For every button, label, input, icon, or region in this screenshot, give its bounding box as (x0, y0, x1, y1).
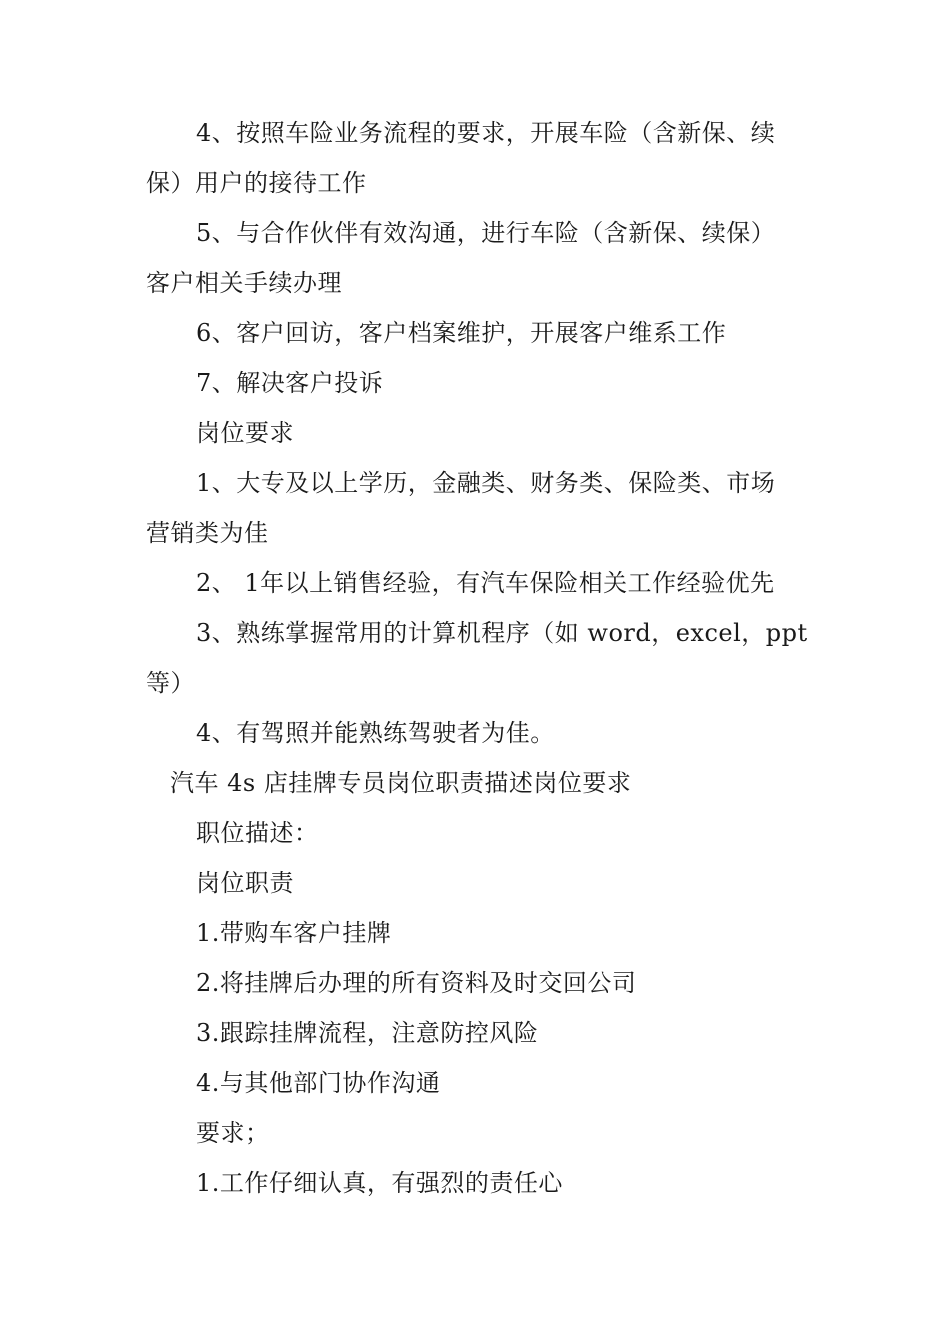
paragraph-line: 1、大专及以上学历，金融类、财务类、保险类、市场 (196, 469, 776, 497)
paragraph-line: 6、客户回访，客户档案维护，开展客户维系工作 (196, 319, 727, 347)
paragraph-line: 1.工作仔细认真，有强烈的责任心 (196, 1169, 563, 1197)
paragraph-line: 2.将挂牌后办理的所有资料及时交回公司 (196, 969, 637, 997)
paragraph-line: 营销类为佳 (146, 519, 269, 547)
paragraph-line: 3、熟练掌握常用的计算机程序（如 word，excel，ppt (196, 619, 808, 647)
subheading: 职位描述： (196, 819, 319, 847)
paragraph-line: 客户相关手续办理 (146, 269, 342, 297)
paragraph-line: 等） (146, 669, 195, 697)
paragraph-line: 5、与合作伙伴有效沟通，进行车险（含新保、续保） (196, 219, 776, 247)
paragraph-line: 3.跟踪挂牌流程，注意防控风险 (196, 1019, 539, 1047)
paragraph-line: 7、解决客户投诉 (196, 369, 384, 397)
paragraph-line: 1.带购车客户挂牌 (196, 919, 392, 947)
subheading: 岗位职责 (196, 869, 294, 897)
paragraph-line: 4、有驾照并能熟练驾驶者为佳。 (196, 719, 555, 747)
section-title: 汽车 4s 店挂牌专员岗位职责描述岗位要求 (170, 769, 632, 797)
subheading: 岗位要求 (196, 419, 294, 447)
paragraph-line: 4、按照车险业务流程的要求，开展车险（含新保、续 (196, 119, 776, 147)
paragraph-line: 2、 1年以上销售经验，有汽车保险相关工作经验优先 (196, 569, 775, 597)
subheading: 要求； (196, 1119, 270, 1147)
paragraph-line: 4.与其他部门协作沟通 (196, 1069, 441, 1097)
paragraph-line: 保）用户的接待工作 (146, 169, 367, 197)
